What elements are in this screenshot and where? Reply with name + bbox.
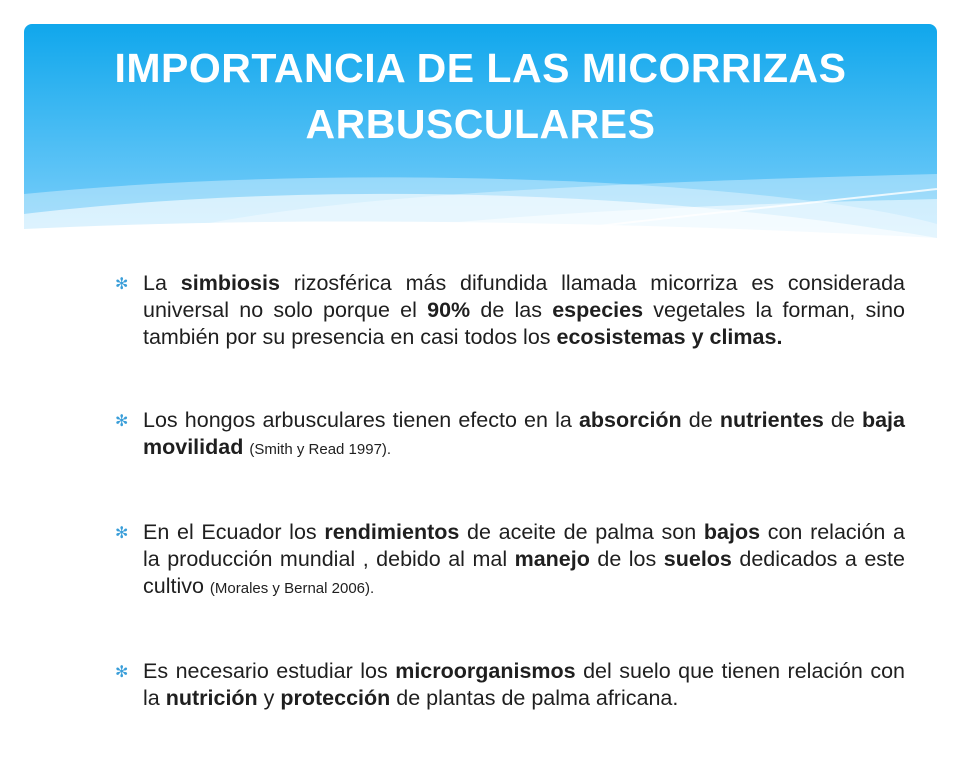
asterisk-bullet-icon: ✻ — [115, 525, 129, 542]
bold-term: 90% — [427, 298, 471, 322]
asterisk-bullet-icon: ✻ — [115, 664, 129, 681]
text-run: Los hongos arbusculares tienen efecto en la — [143, 408, 579, 432]
bullet-item-3 — [115, 519, 905, 602]
bullet-text — [143, 520, 905, 598]
bold-term: rendimientos — [324, 520, 460, 544]
bullet-item-2 — [115, 407, 905, 463]
text-run: Es necesario estudiar los — [143, 659, 396, 683]
bold-term: baja movilidad — [143, 408, 905, 459]
bold-term: simbiosis — [180, 271, 280, 295]
text-run: y — [257, 686, 281, 710]
bold-term: ecosistemas y climas. — [556, 325, 783, 349]
text-run: del suelo que tienen relación con la — [143, 659, 905, 710]
text-run: de — [823, 408, 862, 432]
text-run: de plantas de palma africana. — [390, 686, 679, 710]
bold-term: nutrición — [165, 686, 258, 710]
citation: (Smith y Read 1997). — [249, 441, 392, 458]
bullet-text — [143, 659, 905, 710]
text-run: de aceite de palma son — [459, 520, 704, 544]
bold-term: microorganismos — [395, 659, 576, 683]
bullet-item-1 — [115, 270, 905, 351]
bullet-text — [143, 271, 905, 349]
bold-term: suelos — [663, 547, 732, 571]
citation: (Morales y Bernal 2006). — [209, 580, 375, 597]
text-run: de — [681, 408, 720, 432]
title-line-1: IMPORTANCIA DE LAS MICORRIZAS — [114, 45, 847, 91]
asterisk-bullet-icon: ✻ — [115, 413, 129, 430]
bold-term: manejo — [514, 547, 590, 571]
text-run: La — [143, 271, 181, 295]
title-line-2: ARBUSCULARES — [305, 101, 656, 147]
bullet-text — [143, 408, 905, 459]
text-run: rizosférica más difundida llamada micorriza es considerada universal no solo porque el — [143, 271, 905, 322]
bullet-item-4 — [115, 658, 905, 712]
text-run: de las — [470, 298, 553, 322]
text-run: con relación a la producción mundial , debido al mal — [143, 520, 905, 571]
bold-term: nutrientes — [719, 408, 824, 432]
bullet-list — [115, 270, 905, 768]
text-run: En el Ecuador los — [143, 520, 325, 544]
asterisk-bullet-icon: ✻ — [115, 276, 129, 293]
text-run: de los — [589, 547, 664, 571]
page-title — [24, 40, 937, 152]
bold-term: bajos — [703, 520, 761, 544]
bold-term: protección — [280, 686, 391, 710]
text-run: vegetales la forman, sino también por su presencia en casi todos los — [143, 298, 905, 349]
text-run: dedicados a este cultivo — [143, 547, 905, 598]
bold-term: absorción — [578, 408, 682, 432]
bold-term: especies — [552, 298, 644, 322]
